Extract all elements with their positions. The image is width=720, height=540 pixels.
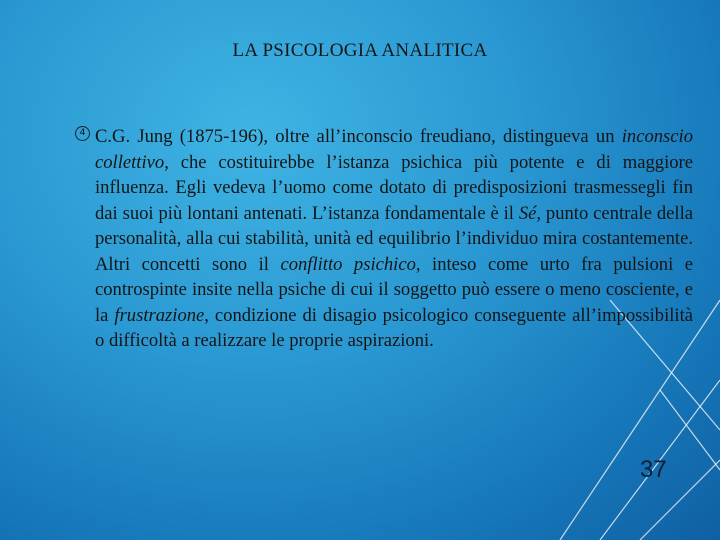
italic-term-inconscio-collettivo: inconscio collettivo	[95, 126, 693, 173]
text-segment: Jung	[137, 126, 173, 147]
bullet-paragraph	[95, 124, 693, 354]
text-segment: , inteso come urto fra pulsioni e controspinte insite nella psiche di cui il soggetto può essere o meno cosciente, e la	[95, 253, 693, 326]
page-number: 37	[640, 456, 667, 483]
italic-term-conflitto-psichico: conflitto psichico	[280, 253, 416, 275]
text-segment: , punto centrale della personalità, alla cui stabilità, unità ed equilibrio l’individuo mira costantemente. Altri concetti sono il	[95, 202, 693, 275]
bullet-item	[75, 124, 695, 354]
slide-title: LA PSICOLOGIA ANALITICA	[232, 40, 488, 61]
italic-term-frustrazione: frustrazione	[114, 304, 205, 326]
text-segment: , condizione di disagio psicologico conseguente all’impossibilità o difficoltà a realizzare le proprie aspirazioni.	[95, 304, 693, 351]
italic-term-se: Sé	[518, 202, 537, 224]
text-segment: (1875-196), oltre all’inconscio freudiano, distingueva un	[172, 126, 622, 147]
text-segment: C.G.	[95, 126, 138, 147]
numbered-circle-icon: 4	[75, 126, 90, 141]
text-segment: , che costituirebbe l’istanza psichica più potente e di maggiore influenza. Egli vedeva l’uomo come dotato di predisposizioni trasmessegli fin dai suoi più lontani antenati. L’istanza fondamentale è il	[95, 151, 693, 224]
